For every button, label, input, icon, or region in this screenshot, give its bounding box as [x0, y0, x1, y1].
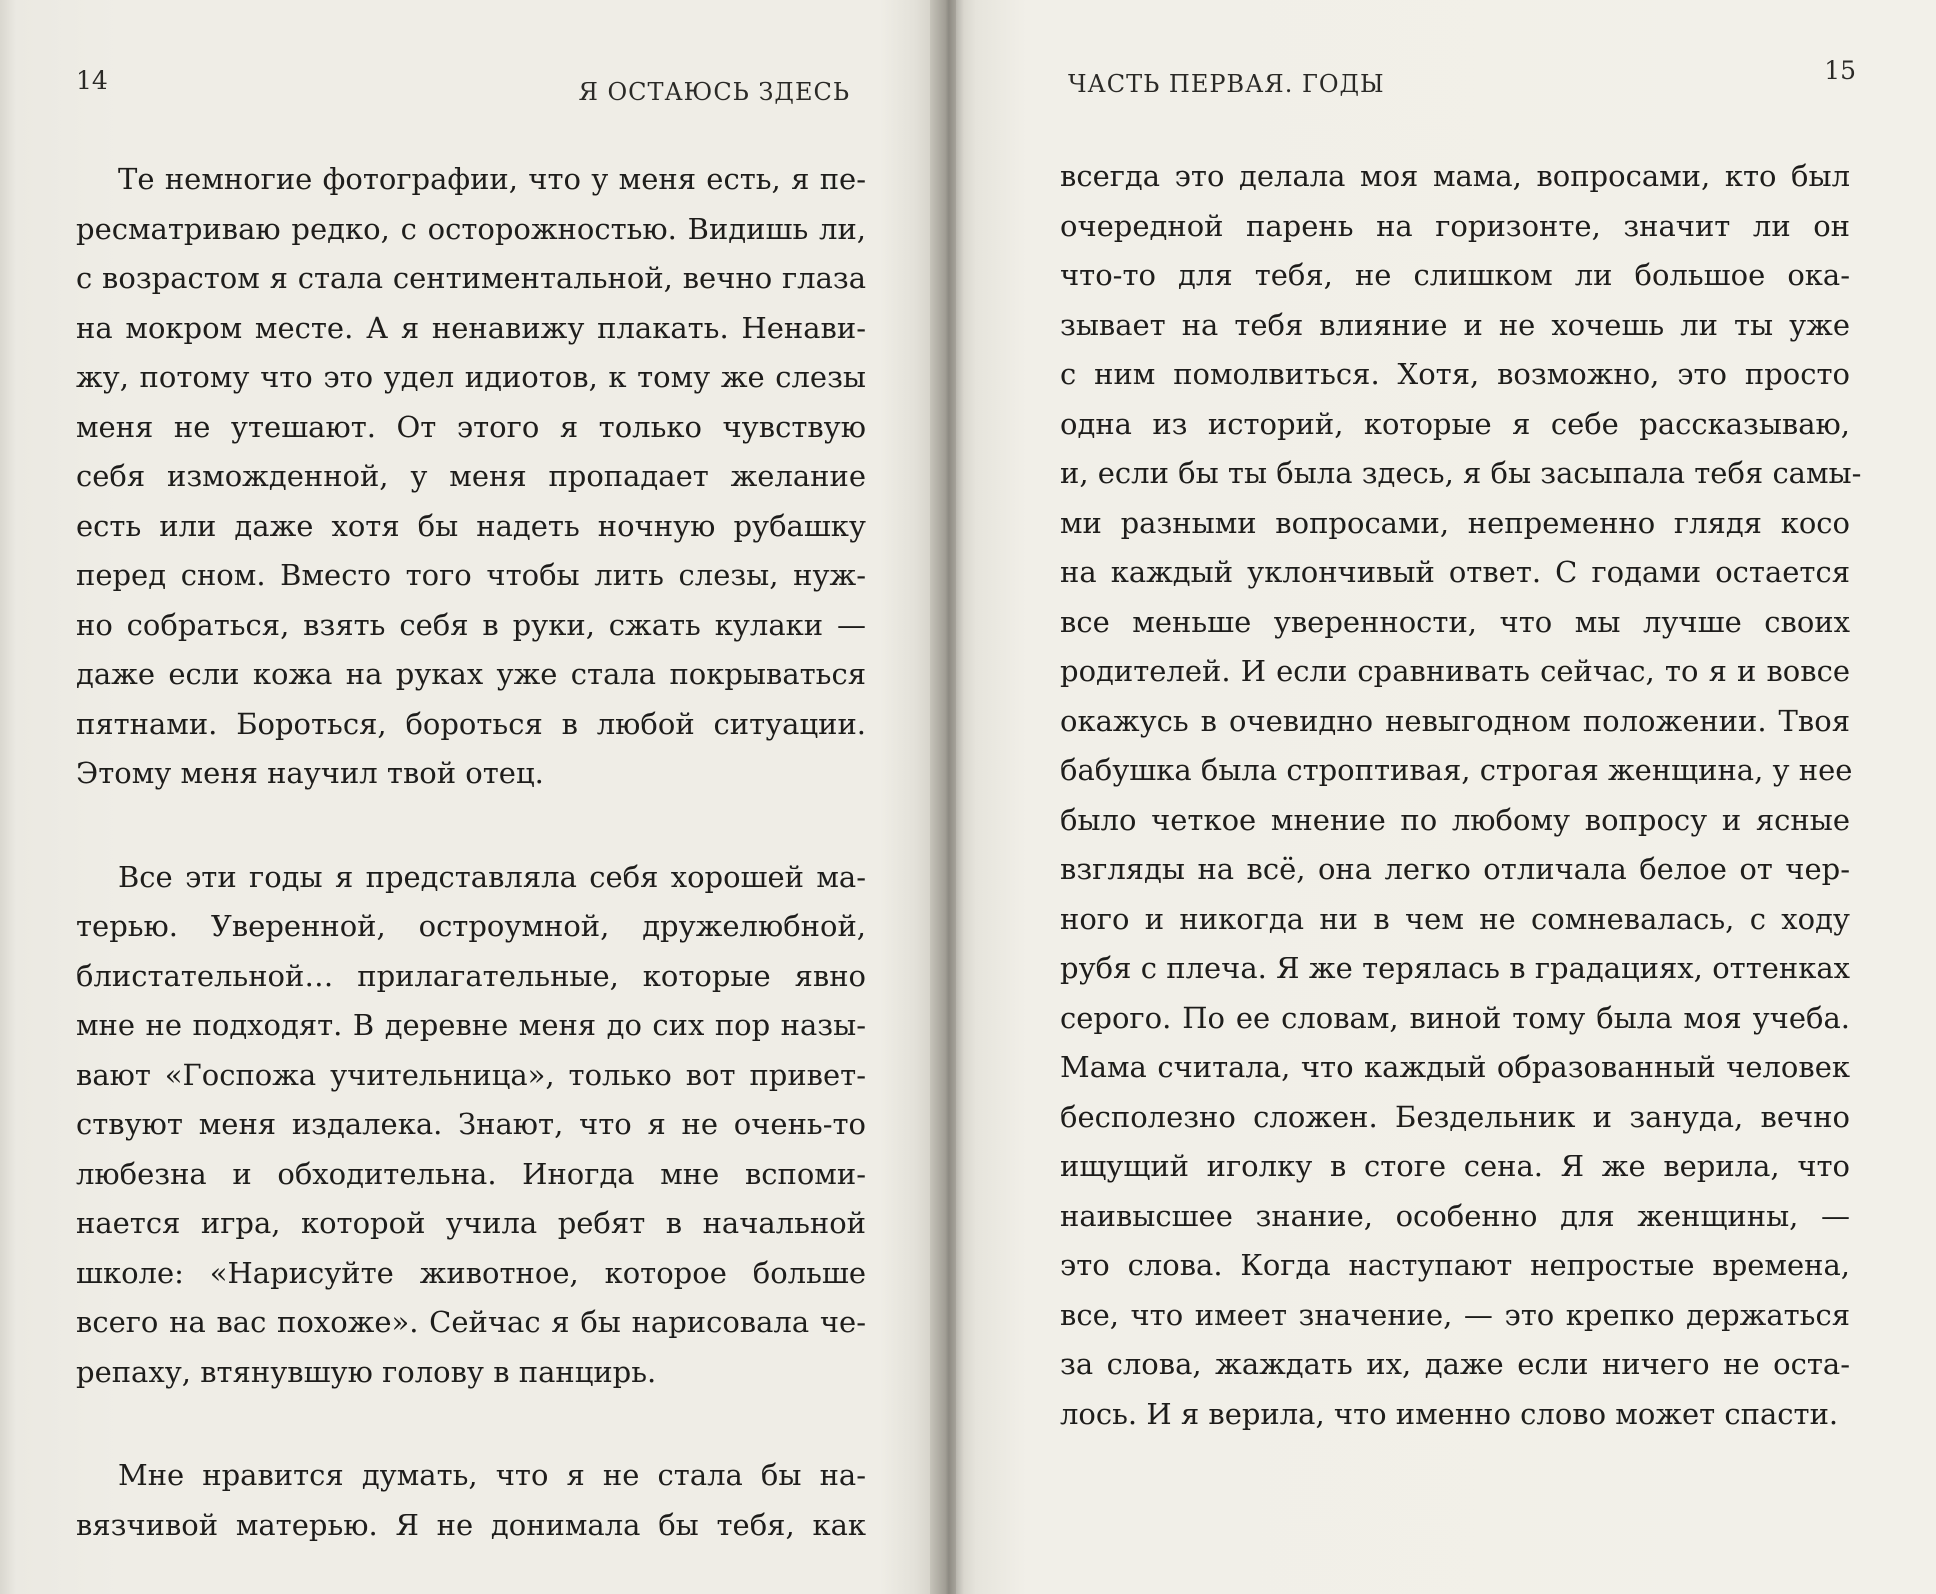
text-line: всегда это делала моя мама, вопросами, кто был [1060, 159, 1850, 193]
page-number-left: 14 [76, 66, 108, 95]
right-page [956, 0, 1936, 1594]
page-edge-shadow [956, 0, 964, 1594]
left-page-text [76, 155, 866, 1550]
text-line: ми разными вопросами, непременно глядя косо [1060, 505, 1850, 540]
text-line: вают «Госпожа учительница», только вот привет- [76, 1057, 866, 1092]
text-line: бесполезно сложен. Бездельник и зануда, вечно [1060, 1099, 1850, 1134]
text-line: жу, потому что это удел идиотов, к тому же слезы [76, 360, 866, 394]
paragraph-gap [76, 1397, 866, 1451]
text-line: школе: «Нарисуйте животное, которое больше [76, 1255, 866, 1290]
text-line: с возрастом я стала сентиментальной, вечно глаза [76, 261, 866, 295]
text-line: ищущий иголку в стоге сена. Я же верила, что [1060, 1149, 1850, 1183]
left-page [0, 0, 940, 1594]
text-line: себя изможденной, у меня пропадает желание [76, 459, 866, 493]
text-line: было четкое мнение по любому вопросу и ясные [1060, 802, 1850, 837]
text-line: вязчивой матерью. Я не донимала бы тебя, как [76, 1507, 866, 1542]
text-line: меня не утешают. От этого я только чувствую [76, 409, 866, 444]
text-line: терью. Уверенной, остроумной, дружелюбной, [76, 909, 866, 943]
text-line: Мне нравится думать, что я не стала бы на- [118, 1458, 866, 1492]
text-line: но собраться, взять себя в руки, сжать кулаки — [76, 607, 866, 642]
text-line: ствуют меня издалека. Знают, что я не очень-то [76, 1107, 866, 1141]
text-line: на мокром месте. А я ненавижу плакать. Ненави- [76, 310, 866, 345]
text-line: Те немногие фотографии, что у меня есть, я пе- [118, 162, 866, 196]
text-line: блистательной… прилагательные, которые явно [76, 958, 866, 993]
text-line: всего на вас похоже». Сейчас я бы нарисовала че- [76, 1305, 866, 1339]
text-line: репаху, втянувшую голову в панцирь. [76, 1354, 657, 1389]
text-line: все меньше уверенности, что мы лучше своих [1060, 604, 1850, 639]
text-line: это слова. Когда наступают непростые времена, [1060, 1248, 1850, 1282]
text-line: окажусь в очевидно невыгодном положении. Твоя [1060, 703, 1850, 738]
text-line: очередной парень на горизонте, значит ли он [1060, 208, 1850, 243]
text-line: на каждый уклончивый ответ. С годами остается [1060, 555, 1850, 589]
text-line: одна из историй, которые я себе рассказываю, [1060, 406, 1850, 441]
text-line: даже если кожа на руках уже стала покрываться [76, 657, 866, 691]
text-line: пятнами. Бороться, бороться в любой ситуации. [76, 706, 866, 741]
paragraph [76, 155, 866, 799]
text-line: перед сном. Вместо того чтобы лить слезы, нуж- [76, 558, 866, 592]
right-page-text [1060, 152, 1862, 1439]
text-line: Мама считала, что каждый образованный человек [1060, 1050, 1850, 1084]
text-line: зывает на тебя влияние и не хочешь ли ты уже [1060, 307, 1850, 342]
text-line: и, если бы ты была здесь, я бы засыпала тебя самы- [1060, 456, 1862, 490]
text-line: бабушка была строптивая, строгая женщина, у нее [1060, 753, 1853, 787]
running-head-left: Я ОСТАЮСЬ ЗДЕСЬ [578, 78, 850, 106]
page-number-right: 15 [1824, 56, 1856, 85]
text-line: Все эти годы я представляла себя хорошей ма- [118, 859, 866, 894]
text-line: Этому меня научил твой отец. [76, 756, 544, 790]
text-line: что-то для тебя, не слишком ли большое ока- [1060, 258, 1850, 292]
text-line: нается игра, которой учила ребят в начальной [76, 1206, 866, 1240]
text-line: ного и никогда ни в чем не сомневалась, с ходу [1060, 901, 1850, 936]
text-line: ресматриваю редко, с осторожностью. Видишь ли, [76, 211, 866, 246]
text-line: родителей. И если сравнивать сейчас, то я и вовсе [1060, 654, 1850, 688]
text-line: наивысшее знание, особенно для женщины, — [1060, 1198, 1850, 1233]
text-line: все, что имеет значение, — это крепко держаться [1060, 1297, 1850, 1332]
text-line: за слова, жаждать их, даже если ничего не оста- [1060, 1347, 1850, 1381]
text-line: есть или даже хотя бы надеть ночную рубашку [76, 508, 866, 543]
text-line: рубя с плеча. Я же терялась в градациях, оттенках [1060, 951, 1850, 985]
paragraph [76, 853, 866, 1398]
paragraph [76, 1451, 866, 1550]
text-line: мне не подходят. В деревне меня до сих пор назы- [76, 1008, 866, 1042]
text-line: серого. По ее словам, виной тому была моя учеба. [1060, 1000, 1850, 1035]
text-line: любезна и обходительна. Иногда мне вспоми- [76, 1156, 866, 1191]
text-line: с ним помолвиться. Хотя, возможно, это просто [1060, 357, 1850, 391]
paragraph-gap [76, 799, 866, 853]
text-line: лось. И я верила, что именно слово может спасти. [1060, 1396, 1839, 1431]
text-line: взгляды на всё, она легко отличала белое от чер- [1060, 852, 1850, 886]
running-head-right: ЧАСТЬ ПЕРВАЯ. ГОДЫ [1068, 70, 1385, 98]
